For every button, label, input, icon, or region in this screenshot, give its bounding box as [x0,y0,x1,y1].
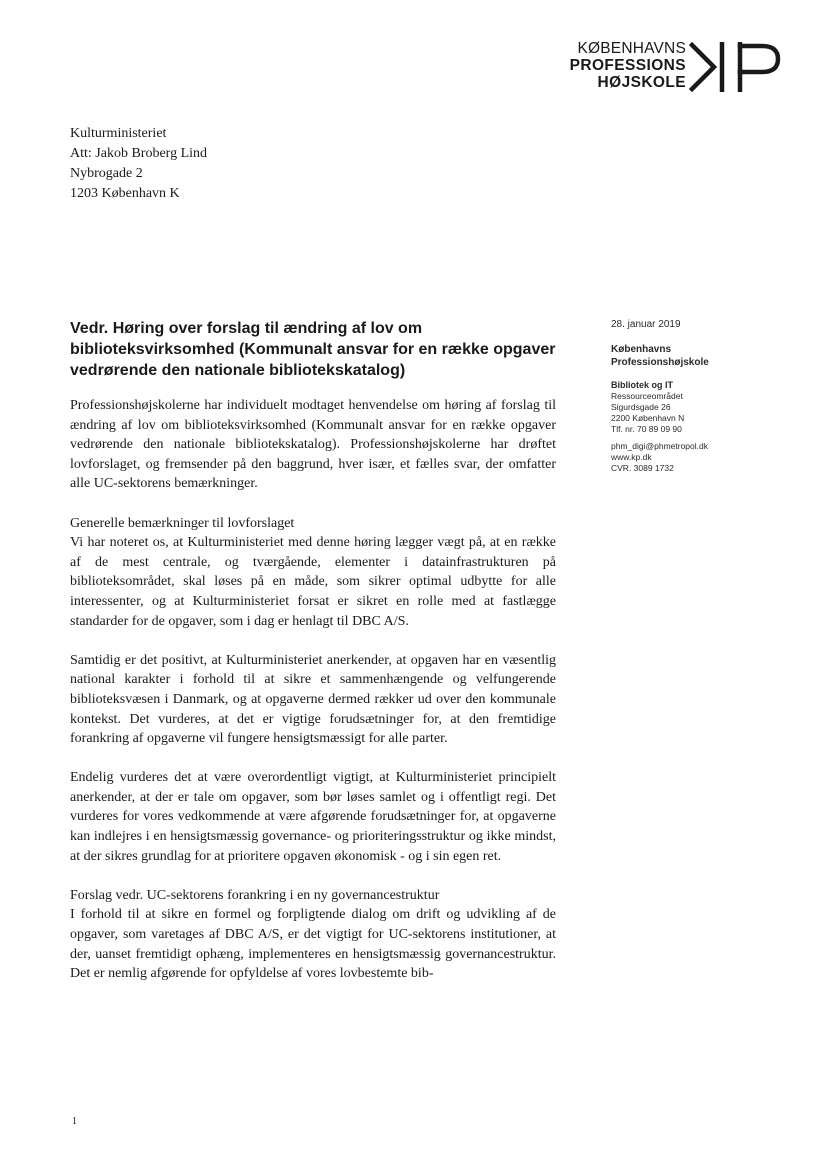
logo-wordmark [548,40,686,91]
letter-date: 28. januar 2019 [611,319,681,330]
logo-line: PROFESSIONS [569,57,686,74]
sender-website: www.kp.dk [611,452,652,462]
page-number: 1 [72,1116,77,1127]
logo-line: HØJSKOLE [597,74,686,91]
paragraph: Professionshøjskolerne har individuelt modtaget henvendelse om høring af forslag til ændring af lov om biblioteksvirksomhed (Kommunalt ansvar for en række opgaver vedrørende den nationale bibliotekskatalog). Professionshøjskolerne har drøftet lovforslaget, og fremsender på den baggrund, hver især, et fælles svar, der omfatter alle UC-sektorens bemærkninger. [70,398,556,492]
address-line: Kulturministeriet [70,126,167,141]
sender-contact [611,441,811,474]
address-line: Att: Jakob Broberg Lind [70,146,208,161]
sender-address-line: Ressourceområdet [611,391,683,401]
letter-body [70,396,556,1003]
kp-logo [548,40,788,98]
org-line: Professionshøjskole [611,357,709,368]
section-heading: Forslag vedr. UC-sektorens forankring i en ny governancestruktur [70,887,440,903]
sender-address [611,391,811,435]
section-heading: Generelle bemærkninger til lovforslaget [70,515,295,531]
sender-sidebar [611,318,811,474]
sender-address-line: Sigurdsgade 26 [611,402,671,412]
org-line: Københavns [611,344,672,355]
paragraph: Samtidig er det positivt, at Kulturministeriet anerkender, at opgaven har en væsentlig national karakter i forhold til at sikre et sammenhængende og velfungerende biblioteksvæsen i Danmark, og at opgaverne dermed rækker ud over den kommunale kontekst. Det vurderes, at det er vigtige forudsætninger for, at den fremtidige forankring af opgaverne vil fungere hensigtsmæssigt for alle parter. [70,652,556,747]
sender-email: phm_digi@phmetropol.dk [611,441,708,451]
paragraph: I forhold til at sikre en formel og forpligtende dialog om drift og udvikling af de opgaver, som varetages af DBC A/S, er det vigtigt for UC-sektorens institutioner, at der, uanset fremtidigt ophæng, implementeres en hensigtsmæssig governancestruktur. Det er nemlig afgørende for opfyldelse af vores lovbestemte bib- [70,907,556,982]
kp-monogram-icon [688,42,784,92]
sender-phone: Tlf. nr. 70 89 09 90 [611,424,682,434]
recipient-address [70,124,207,204]
sender-organization [611,343,811,369]
sender-department: Bibliotek og IT [611,380,673,390]
paragraph: Vi har noteret os, at Kulturministeriet med denne høring lægger vægt på, at en række af de mest centrale, og tværgående, elementer i datainfrastrukturen på biblioteksområdet, skal løses på en måde, som sikrer optimal udbytte for alle interessenter, og at Kulturministeriet forsat er sikret en rolle med at fastlægge standarder for de opgaver, som i dag er henlagt til DBC A/S. [70,535,556,629]
paragraph: Endelig vurderes det at være overordentligt vigtigt, at Kulturministeriet principielt anerkender, at der er tale om opgaver, som bør løses samlet og i offentligt regi. Det vurderes for vores vedkommende at være afgørende forudsætninger for, at opgaverne kan indlejres i en hensigtsmæssig governance- og prioriteringsstruktur og ikke mindst, at der sikres grundlag for at prioritere opgaven økonomisk - og i sin egen ret. [70,770,556,864]
address-line: Nybrogade 2 [70,166,143,181]
logo-line: KØBENHAVNS [577,40,686,57]
sender-cvr: CVR. 3089 1732 [611,463,674,473]
address-line: 1203 København K [70,186,180,201]
letter-title: Vedr. Høring over forslag til ændring af lov om biblioteksvirksomhed (Kommunalt ansvar for en række opgaver vedrørende den nationale bibliotekskatalog) [70,320,556,379]
sender-address-line: 2200 København N [611,413,685,423]
